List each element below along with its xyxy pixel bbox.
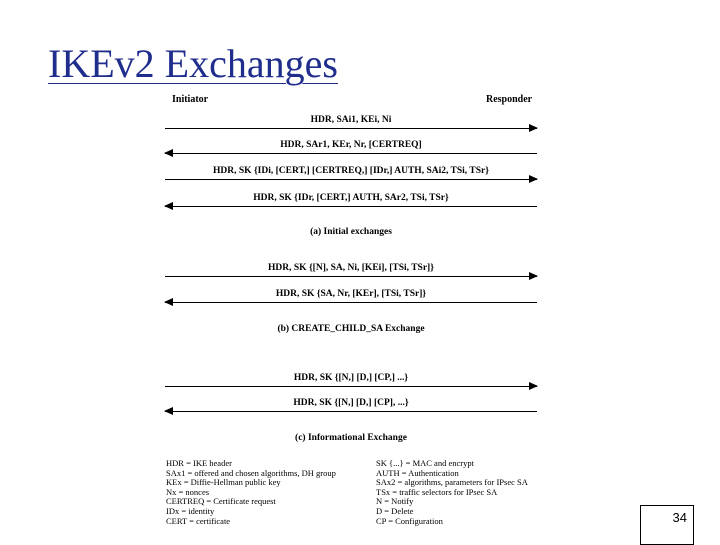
arrowhead-left-icon [164,298,173,306]
message-label: HDR, SAr1, KEr, Nr, [CERTREQ] [280,140,422,150]
message-label: HDR, SK {IDr, [CERT,] AUTH, SAr2, TSi, TSr} [253,193,449,203]
arrow-line [165,411,537,412]
arrowhead-left-icon [164,202,173,210]
caption-informational: (c) Informational Exchange [295,433,407,443]
arrow-line [165,179,537,180]
responder-label: Responder [486,94,533,105]
arrow-line [165,276,537,277]
message-create-child-sa-response [165,289,537,305]
legend-item: KEx = Diffie-Hellman public key [166,477,281,488]
legend-item: D = Delete [376,505,414,516]
message-label: HDR, SK {[N,] [D,] [CP], ...} [293,398,409,408]
legend-item: N = Notify [376,496,414,507]
message-label: HDR, SK {IDi, [CERT,] [CERTREQ,] [IDr,] AUTH, SAi2, TSi, TSr} [213,166,489,176]
arrow-line [165,302,537,303]
arrowhead-right-icon [529,124,538,132]
legend-item: CP = Configuration [376,515,443,526]
message-informational-request [165,373,537,389]
message-ike-auth-response [165,193,537,209]
message-informational-response [165,398,537,414]
legend-item: TSx = traffic selectors for IPsec SA [376,486,498,497]
arrowhead-right-icon [529,272,538,280]
legend-item: SAx2 = algorithms, parameters for IPsec SA [376,477,528,488]
message-label: HDR, SK {SA, Nr, [KEr], [TSi, TSr]} [275,289,427,299]
legend-item: CERTREQ = Certificate request [166,496,276,507]
message-label: HDR, SK {[N], SA, Ni, [KEi], [TSi, TSr]} [268,263,434,273]
legend-item: HDR = IKE header [166,458,232,468]
legend-item: AUTH = Authentication [376,467,459,478]
caption-initial-exchanges: (a) Initial exchanges [310,227,392,237]
legend-item: IDx = identity [166,505,215,516]
page-number: 34 [672,510,687,525]
message-create-child-sa-request [165,263,537,279]
legend-item: Nx = nonces [166,486,210,497]
arrow-line [165,386,537,387]
legend-item: SAx1 = offered and chosen algorithms, DH group [166,467,336,478]
page-number-box [640,505,694,545]
arrowhead-left-icon [164,407,173,415]
arrowhead-right-icon [529,175,538,183]
legend-left [166,459,336,526]
legend-right [376,459,528,526]
arrow-line [165,128,537,129]
slide-title: IKEv2 Exchanges [48,41,338,86]
message-ike-auth-request [165,166,537,182]
message-ike-sa-init-request [165,115,537,131]
arrow-line [165,153,537,154]
message-ike-sa-init-response [165,140,537,156]
legend-item: SK {...} = MAC and encrypt [376,458,474,468]
message-label: HDR, SAi1, KEi, Ni [310,115,392,125]
initiator-label: Initiator [172,94,209,105]
arrowhead-right-icon [529,382,538,390]
legend-item: CERT = certificate [166,515,231,526]
message-label: HDR, SK {[N,] [D,] [CP,] ...} [293,373,409,383]
caption-create-child-sa: (b) CREATE_CHILD_SA Exchange [277,324,425,334]
arrow-line [165,206,537,207]
arrowhead-left-icon [164,149,173,157]
